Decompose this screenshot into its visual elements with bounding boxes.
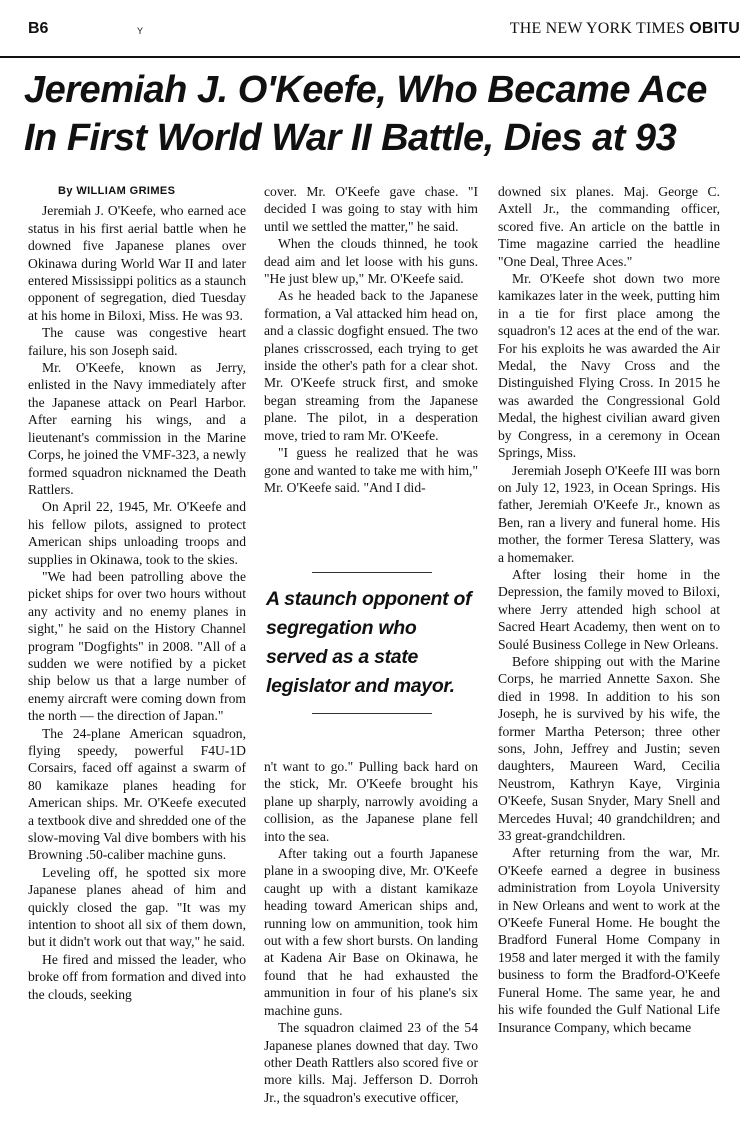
headline-line-2: In First World War II Battle, Dies at 93 xyxy=(24,117,677,159)
paragraph: Leveling off, he spotted six more Japanese planes ahead of him and quickly closed the gap. "It was my intention to shoot all six of them down, but it didn't work out that way," he said. xyxy=(28,864,246,950)
paragraph: The squadron claimed 23 of the 54 Japanese planes downed that day. Two other Death Rattlers also scored five or more kills. Maj. Jefferson D. Dorroh Jr., the squadron's executive officer, xyxy=(264,1020,478,1105)
paragraph: After returning from the war, Mr. O'Keefe earned a degree in business administration from Loyola University in New Orleans and went to work at the O'Keefe Funeral Home. He bought the Bradford Funeral Home Company in 1958 and later merged it with the family business to form the Bradford-O'Keefe Funeral Home. The same year, he and his wife founded the Gulf National Life Insurance Company, which became xyxy=(498,845,720,1035)
article-column-1 xyxy=(28,183,246,1003)
edition-mark: Y xyxy=(137,26,144,36)
page-masthead xyxy=(0,0,740,58)
section-tag: OBITU xyxy=(689,20,740,37)
section-title xyxy=(510,20,740,38)
pull-quote-text: A staunch opponent of segregation who served as a state legislator and mayor. xyxy=(266,588,472,697)
paragraph: Before shipping out with the Marine Corps, he married Annette Saxon. She died in 1998. In addition to his son Joseph, he is survived by his wife, the former Martha Peterson; three other sons, John, Jeffrey and Justin; seven daughters, Maureen Ward, Cecilia Neustrom, Kathryn Kaye, Virginia O'Keefe, Susan Snyder, Mary Snell and Mercedes Huval; 40 grandchildren; and 33 great-grandchildren. xyxy=(498,653,720,844)
headline-line-1: Jeremiah J. O'Keefe, Who Became Ace xyxy=(24,69,707,111)
pull-quote xyxy=(266,572,478,740)
byline: By WILLIAM GRIMES xyxy=(58,185,176,197)
paragraph: downed six planes. Maj. George C. Axtell Jr., the commanding officer, scored five. An article on the battle in Time magazine carried the headline "One Deal, Three Aces." xyxy=(498,184,720,269)
paragraph: When the clouds thinned, he took dead aim and let loose with his guns. "He just blew up," Mr. O'Keefe said. xyxy=(264,236,478,287)
paragraph: Jeremiah Joseph O'Keefe III was born on July 12, 1923, in Ocean Springs. His father, Jeremiah O'Keefe Jr., known as Ben, ran a livery and funeral home. His mother, the former Teresa Slattery, was a homemaker. xyxy=(498,462,720,565)
article-column-2-top xyxy=(264,183,478,496)
paragraph: "We had been patrolling above the picket ships for over two hours without any activity and no enemy planes in sight," he said on the History Channel program "Dogfights" in 2008. "All of a sudden we were notified by a picket ship below us that a large number of enemy aircraft were coming down from the north — the direction of Japan." xyxy=(28,568,246,724)
paragraph: n't want to go." Pulling back hard on the stick, Mr. O'Keefe brought his plane up sharply, narrowly avoiding a collision, as the Japanese plane fell into the sea. xyxy=(264,759,478,844)
pull-quote-rule-bottom xyxy=(312,713,432,714)
paragraph: Mr. O'Keefe shot down two more kamikazes later in the week, putting him in a tie for first place among the squadron's 12 aces at the end of the war. For his exploits he was awarded the Air Medal, the Navy Cross and the Distinguished Flying Cross. In 2015 he was awarded the Congressional Gold Medal, the highest civilian award given by Congress, in a ceremony in Ocean Springs, Miss. xyxy=(498,271,720,461)
paragraph: As he headed back to the Japanese formation, a Val attacked him head on, and a classic dogfight ensued. The two planes crisscrossed, each trying to get inside the other's path for a clear shot. Mr. O'Keefe struck first, and smoke began streaming from the Japanese plane. The pilot, in a desperation move, tried to ram Mr. O'Keefe. xyxy=(264,288,478,443)
pull-quote-rule-top xyxy=(312,572,432,573)
paragraph: "I guess he realized that he was gone and wanted to take me with him," Mr. O'Keefe said. "And I did- xyxy=(264,445,478,495)
paragraph: cover. Mr. O'Keefe gave chase. "I decided I was going to stay with him until we settled the matter," he said. xyxy=(264,184,478,234)
paragraph: The cause was congestive heart failure, his son Joseph said. xyxy=(28,325,246,358)
paragraph: Mr. O'Keefe, known as Jerry, enlisted in the Navy immediately after the Japanese attack on Pearl Harbor. After earning his wings, and a lieutenant's commission in the Marine Corps, he joined the VMF-323, a newly formed squadron nicknamed the Death Rattlers. xyxy=(28,360,246,497)
paragraph: The 24-plane American squadron, flying speedy, powerful F4U-1D Corsairs, faced off against a swarm of 80 kamikaze planes heading for American ships. Mr. O'Keefe executed a textbook dive and shredded one of the slow-moving Val dive bombers with his Browning .50-caliber machine guns. xyxy=(28,725,246,863)
page-number: B6 xyxy=(28,20,49,37)
paragraph: After taking out a fourth Japanese plane in a swooping dive, Mr. O'Keefe caught up with a distant kamikaze heading toward American ships and, running low on ammunition, took him out with a few short bursts. On landing at Kadena Air Base on Okinawa, he found that he had exhausted the ammunition in four of his plane's six machine guns. xyxy=(264,846,478,1018)
paragraph: He fired and missed the leader, who broke off from formation and dived into the clouds, seeking xyxy=(28,951,246,1002)
paragraph: After losing their home in the Depression, the family moved to Biloxi, where Jerry attended high school at Sacred Heart Academy, then went on to Soulé Business College in New Orleans. xyxy=(498,566,720,652)
article-column-2-bottom xyxy=(264,758,478,1106)
section-name: THE NEW YORK TIMES xyxy=(509,20,686,37)
article-column-3 xyxy=(498,183,720,1036)
paragraph: On April 22, 1945, Mr. O'Keefe and his fellow pilots, assigned to protect American ships unloading troops and supplies in Okinawa, took to the skies. xyxy=(28,499,246,567)
article-headline xyxy=(24,66,724,162)
paragraph: Jeremiah J. O'Keefe, who earned ace status in his first aerial battle when he downed five Japanese planes over Okinawa during World War II and later entered Mississippi politics as a staunch opponent of segregation, died Tuesday at his home in Biloxi, Miss. He was 93. xyxy=(28,203,246,323)
